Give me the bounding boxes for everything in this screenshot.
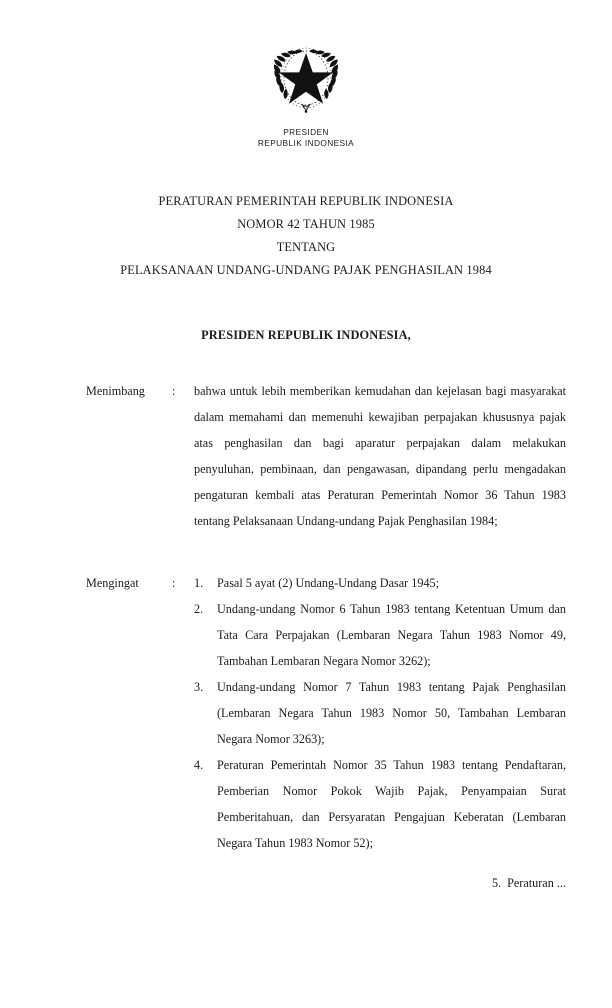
mengingat-item <box>194 570 566 596</box>
clause-menimbang-label: Menimbang <box>86 384 145 398</box>
footer-catchword-text: Peraturan ... <box>507 876 566 890</box>
emblem-caption-line2: REPUBLIK INDONESIA <box>257 137 355 148</box>
clause-mengingat-colon: : <box>172 576 176 590</box>
footer-catchword <box>86 870 566 896</box>
mengingat-item-number: 4. <box>194 758 204 772</box>
mengingat-item <box>194 674 566 752</box>
mengingat-item <box>194 752 566 856</box>
mengingat-item-list <box>194 570 566 856</box>
footer-catchword-number: 5. <box>491 876 502 890</box>
clause-menimbang-text: bahwa untuk lebih memberikan kemudahan dan kejelasan bagi masyarakat dalam memahami dan memenuhi kewajiban perpajakan khususnya pajak atas penghasilan dan bagi aparatur perpajakan dalam melakukan penyuluhan, pembinaan, dan pengawasan, dipandang perlu mengadakan pengaturan kembali atas Peraturan Pemerintah Nomor 36 Tahun 1983 tentang Pelaksanaan Undang-undang Pajak Penghasilan 1984; <box>194 384 566 528</box>
mengingat-item-number: 3. <box>194 680 204 694</box>
title-line-number: NOMOR 42 TAHUN 1985 <box>237 217 375 231</box>
clause-menimbang <box>86 378 566 534</box>
clause-menimbang-body <box>194 378 566 534</box>
clause-mengingat-body <box>194 570 566 856</box>
emblem-block <box>0 40 612 148</box>
title-line-regulation-type: PERATURAN PEMERINTAH REPUBLIK INDONESIA <box>158 194 454 208</box>
clause-mengingat-label: Mengingat <box>86 576 139 590</box>
clause-mengingat <box>86 570 566 856</box>
clause-menimbang-colon: : <box>172 384 176 398</box>
mengingat-item <box>194 596 566 674</box>
mengingat-item-text: Peraturan Pemerintah Nomor 35 Tahun 1983 tentang Pendaftaran, Pemberian Nomor Pokok Wajib Pajak, Penyampaian Surat Pemberitahuan, dan Persyaratan Pengajuan Keberatan (Lembaran Negara Tahun 1983 Nomor 52); <box>217 758 566 850</box>
mengingat-item-number: 2. <box>194 602 204 616</box>
mengingat-item-text: Pasal 5 ayat (2) Undang-Undang Dasar 1945; <box>217 576 440 590</box>
emblem-caption-line1: PRESIDEN <box>283 127 329 137</box>
mengingat-item-number: 1. <box>194 576 204 590</box>
title-line-subject: PELAKSANAAN UNDANG-UNDANG PAJAK PENGHASILAN 1984 <box>120 263 492 277</box>
mengingat-item-text: Undang-undang Nomor 6 Tahun 1983 tentang Ketentuan Umum dan Tata Cara Perpajakan (Lembaran Negara Tahun 1983 Nomor 49, Tambahan Lembaran Negara Nomor 3262); <box>217 602 566 668</box>
opening-heading: PRESIDEN REPUBLIK INDONESIA, <box>201 328 411 342</box>
document-title-block <box>46 190 566 282</box>
mengingat-item-text: Undang-undang Nomor 7 Tahun 1983 tentang Pajak Penghasilan (Lembaran Negara Tahun 1983 Nomor 50, Tambahan Lembaran Negara Nomor 3263); <box>217 680 566 746</box>
title-line-about: TENTANG <box>276 240 336 254</box>
indonesian-presidential-seal-star-wreath-icon <box>274 40 338 120</box>
emblem-caption <box>0 127 612 148</box>
